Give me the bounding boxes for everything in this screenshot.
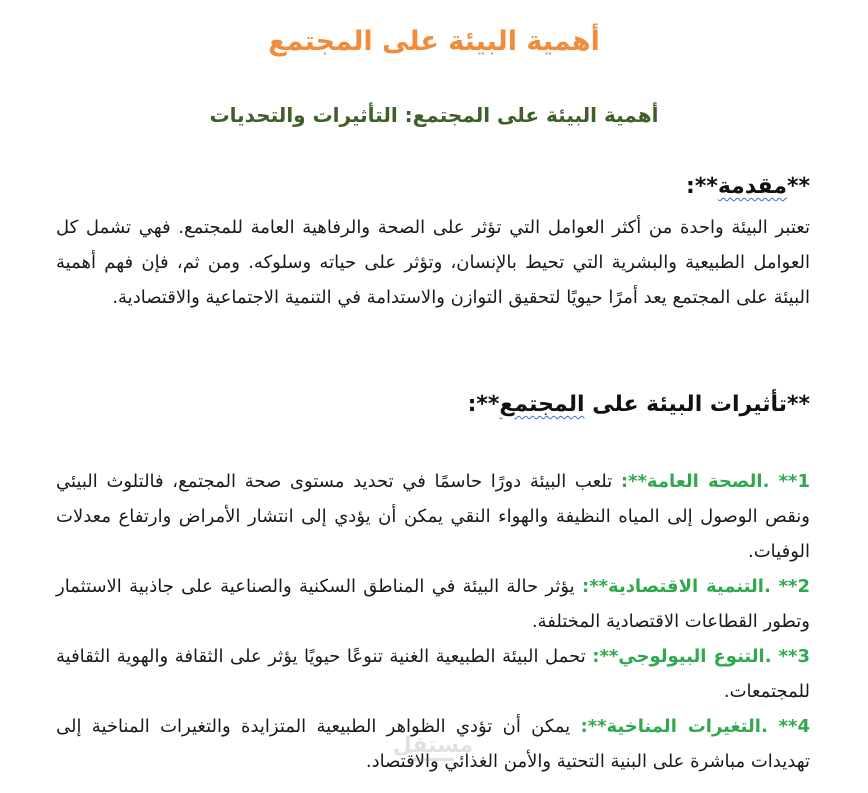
impact-item-economy bbox=[56, 569, 810, 639]
impact-text: تلعب البيئة دورًا حاسمًا في تحديد مستوى صحة المجتمع، فالتلوث البيئي ونقص الوصول إلى المياه النظيفة والهواء النقي يمكن أن يؤدي إلى انتشار الأمراض وارتفاع معدلات الوفيات. bbox=[56, 471, 810, 562]
impacts-heading bbox=[468, 388, 810, 422]
intro-heading-suffix: **: bbox=[686, 174, 718, 199]
intro-paragraph: تعتبر البيئة واحدة من أكثر العوامل التي تؤثر على الصحة والرفاهية العامة للمجتمع. فهي تشمل كل العوامل الطبيعية والبشرية التي تحيط بالإنسان، وتؤثر على حياته وسلوكه. ومن ثم، فإن فهم أهمية البيئة على المجتمع يعد أمرًا حيويًا لتحقيق التوازن والاستدامة في التنمية الاجتماعية والاقتصادية. bbox=[56, 217, 810, 308]
impact-text: يمكن أن تؤدي الظواهر الطبيعية المتزايدة والتغيرات المناخية إلى تهديدات مباشرة على البنية التحتية والأمن الغذائي والاقتصاد. bbox=[56, 716, 810, 772]
impact-lead: 1** .الصحة العامة**: bbox=[620, 471, 810, 492]
impact-lead: 2** .التنمية الاقتصادية**: bbox=[582, 576, 810, 597]
intro-heading-word: مقدمة bbox=[717, 174, 787, 199]
impacts-heading-word: المجتمع bbox=[499, 392, 585, 417]
impact-text: يؤثر حالة البيئة في المناطق السكنية والصناعية على جاذبية الاستثمار وتطور القطاعات الاقتصادية المختلفة. bbox=[56, 576, 810, 632]
document-title: أهمية البيئة على المجتمع bbox=[268, 26, 600, 57]
impacts-heading-prefix: **تأثيرات البيئة على bbox=[584, 392, 810, 417]
mostaql-logo-icon bbox=[392, 722, 474, 768]
watermark-text: مستقل bbox=[392, 733, 474, 758]
impact-lead: 4** .التغيرات المناخية**: bbox=[580, 716, 810, 737]
impact-item-biodiversity bbox=[56, 639, 810, 709]
document-subtitle: أهمية البيئة على المجتمع: التأثيرات والتحديات bbox=[209, 103, 659, 127]
impact-lead: 3** .التنوع البيولوجي**: bbox=[592, 646, 810, 667]
intro-heading-prefix: ** bbox=[786, 174, 810, 199]
impact-item-health bbox=[56, 464, 810, 569]
intro-heading bbox=[686, 170, 810, 204]
impacts-heading-suffix: **: bbox=[467, 392, 500, 417]
impact-text: تحمل البيئة الطبيعية الغنية تنوعًا حيويًا يؤثر على الثقافة والهوية الثقافية للمجتمعات. bbox=[56, 646, 810, 702]
